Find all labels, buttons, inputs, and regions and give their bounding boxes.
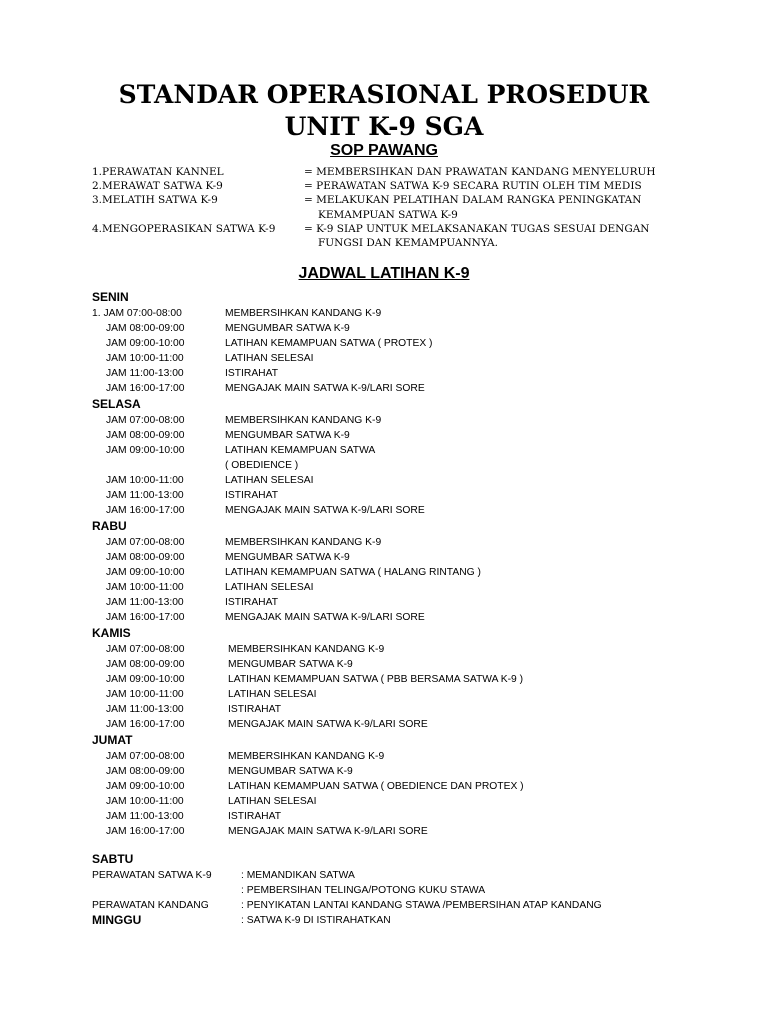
schedule-heading bbox=[0, 265, 768, 283]
schedule-row bbox=[92, 503, 712, 518]
sop-item-label: 1.PERAWATAN KANNEL bbox=[92, 166, 224, 178]
schedule-row bbox=[92, 366, 712, 381]
day-heading-minggu: MINGGU bbox=[92, 913, 142, 927]
sop-item-label: 3.MELATIH SATWA K-9 bbox=[92, 194, 218, 207]
sop-item bbox=[92, 179, 732, 193]
sop-item-value: = MEMBERSIHKAN DAN PRAWATAN KANDANG MENYELURUH bbox=[304, 166, 656, 178]
sop-list bbox=[92, 165, 732, 250]
sabtu-row-value: : PEMBERSIHAN TELINGA/POTONG KUKU STAWA bbox=[241, 885, 486, 896]
schedule-activity: MEMBERSIHKAN KANDANG K-9 bbox=[225, 415, 382, 426]
schedule-time: JAM 07:00-08:00 bbox=[106, 644, 185, 655]
schedule-row bbox=[92, 458, 712, 473]
schedule-activity: ISTIRAHAT bbox=[225, 597, 279, 608]
sabtu-row-label: PERAWATAN SATWA K-9 bbox=[92, 870, 212, 881]
schedule-time: JAM 08:00-09:00 bbox=[106, 430, 185, 441]
schedule-activity: MEMBERSIHKAN KANDANG K-9 bbox=[225, 537, 382, 548]
schedule-time: JAM 09:00-10:00 bbox=[106, 445, 185, 456]
sop-item bbox=[92, 193, 732, 207]
schedule-time: JAM 08:00-09:00 bbox=[106, 323, 185, 334]
sabtu-row-label: PERAWATAN KANDANG bbox=[92, 900, 209, 911]
schedule-activity: ISTIRAHAT bbox=[228, 811, 282, 822]
document-title: STANDAR OPERASIONAL PROSEDUR bbox=[118, 80, 650, 109]
schedule-time: JAM 11:00-13:00 bbox=[106, 597, 184, 608]
schedule-time: JAM 08:00-09:00 bbox=[106, 552, 185, 563]
schedule-row bbox=[92, 610, 712, 625]
schedule-time: JAM 16:00-17:00 bbox=[106, 826, 185, 837]
weekend-section bbox=[92, 851, 712, 928]
schedule-row bbox=[92, 336, 712, 351]
schedule-row bbox=[92, 595, 712, 610]
schedule-activity: LATIHAN KEMAMPUAN SATWA ( PROTEX ) bbox=[225, 338, 433, 349]
schedule-time: JAM 16:00-17:00 bbox=[106, 612, 185, 623]
schedule-activity: ISTIRAHAT bbox=[228, 704, 282, 715]
schedule-activity: MEMBERSIHKAN KANDANG K-9 bbox=[228, 751, 385, 762]
schedule-activity: LATIHAN KEMAMPUAN SATWA bbox=[225, 445, 376, 456]
schedule-activity: LATIHAN KEMAMPUAN SATWA ( PBB BERSAMA SATWA K-9 ) bbox=[228, 674, 524, 685]
schedule-activity: LATIHAN KEMAMPUAN SATWA ( OBEDIENCE DAN PROTEX ) bbox=[228, 781, 524, 792]
schedule-time: JAM 10:00-11:00 bbox=[106, 689, 184, 700]
sop-item bbox=[92, 165, 732, 179]
schedule-time: JAM 07:00-08:00 bbox=[106, 751, 185, 762]
schedule-row bbox=[92, 488, 712, 503]
schedule-time: 1. JAM 07:00-08:00 bbox=[92, 308, 182, 319]
schedule-activity: MENGAJAK MAIN SATWA K-9/LARI SORE bbox=[225, 383, 425, 394]
schedule-activity: MENGUMBAR SATWA K-9 bbox=[228, 766, 353, 777]
schedule-row bbox=[92, 717, 712, 732]
day-heading-selasa: SELASA bbox=[92, 397, 141, 411]
schedule-time: JAM 09:00-10:00 bbox=[106, 567, 185, 578]
sop-item-value-cont: FUNGSI DAN KEMAMPUANNYA. bbox=[318, 236, 498, 249]
schedule-time: JAM 16:00-17:00 bbox=[106, 719, 185, 730]
sop-item-continuation bbox=[92, 236, 732, 250]
schedule-row bbox=[92, 413, 712, 428]
schedule-activity: LATIHAN SELESAI bbox=[225, 353, 314, 364]
schedule-activity: ISTIRAHAT bbox=[225, 490, 279, 501]
schedule-row bbox=[92, 381, 712, 396]
schedule-time: JAM 08:00-09:00 bbox=[106, 659, 185, 670]
schedule-row bbox=[92, 657, 712, 672]
schedule-time: JAM 10:00-11:00 bbox=[106, 796, 184, 807]
schedule-activity: MENGUMBAR SATWA K-9 bbox=[225, 323, 350, 334]
schedule-activity: LATIHAN SELESAI bbox=[228, 689, 317, 700]
minggu-row-value: : SATWA K-9 DI ISTIRAHATKAN bbox=[241, 915, 391, 926]
schedule-time: JAM 16:00-17:00 bbox=[106, 505, 185, 516]
schedule-activity: MENGAJAK MAIN SATWA K-9/LARI SORE bbox=[225, 612, 425, 623]
schedule-activity: LATIHAN SELESAI bbox=[225, 582, 314, 593]
schedule-activity: LATIHAN SELESAI bbox=[225, 475, 314, 486]
schedule-row bbox=[92, 351, 712, 366]
schedule-activity: ISTIRAHAT bbox=[225, 368, 279, 379]
schedule-row bbox=[92, 535, 712, 550]
schedule-activity: MENGAJAK MAIN SATWA K-9/LARI SORE bbox=[225, 505, 425, 516]
document-subtitle: UNIT K-9 SGA bbox=[284, 112, 484, 141]
schedule-time: JAM 07:00-08:00 bbox=[106, 537, 185, 548]
schedule-row bbox=[92, 473, 712, 488]
day-heading-rabu: RABU bbox=[92, 519, 127, 533]
sop-heading-text: SOP PAWANG bbox=[330, 142, 438, 159]
sop-item-label: 4.MENGOPERASIKAN SATWA K-9 bbox=[92, 222, 276, 235]
schedule-activity: MENGUMBAR SATWA K-9 bbox=[225, 552, 350, 563]
schedule-time: JAM 11:00-13:00 bbox=[106, 490, 184, 501]
sop-item-value: = MELAKUKAN PELATIHAN DALAM RANGKA PENINGKATAN bbox=[304, 194, 642, 207]
day-heading-jumat: JUMAT bbox=[92, 733, 133, 747]
schedule-row bbox=[92, 550, 712, 565]
day-heading-kamis: KAMIS bbox=[92, 626, 131, 640]
minggu-row bbox=[92, 913, 712, 928]
schedule-row bbox=[92, 428, 712, 443]
schedule-row bbox=[92, 749, 712, 764]
schedule-time: JAM 09:00-10:00 bbox=[106, 674, 185, 685]
schedule-row bbox=[92, 794, 712, 809]
schedule-activity: MENGAJAK MAIN SATWA K-9/LARI SORE bbox=[228, 719, 428, 730]
schedule-row bbox=[92, 306, 712, 321]
schedule-row bbox=[92, 443, 712, 458]
sop-item-label: 2.MERAWAT SATWA K-9 bbox=[92, 180, 223, 193]
schedule-time: JAM 09:00-10:00 bbox=[106, 781, 185, 792]
schedule-row bbox=[92, 687, 712, 702]
schedule-time: JAM 07:00-08:00 bbox=[106, 415, 185, 426]
schedule-time: JAM 09:00-10:00 bbox=[106, 338, 185, 349]
sop-item-value: = K-9 SIAP UNTUK MELAKSANAKAN TUGAS SESUAI DENGAN bbox=[304, 222, 650, 235]
schedule-activity: MENGUMBAR SATWA K-9 bbox=[225, 430, 350, 441]
day-heading-sabtu: SABTU bbox=[92, 852, 134, 866]
schedule-time: JAM 16:00-17:00 bbox=[106, 383, 185, 394]
schedule-activity: MEMBERSIHKAN KANDANG K-9 bbox=[225, 308, 382, 319]
schedule-row bbox=[92, 764, 712, 779]
sabtu-row bbox=[92, 883, 712, 898]
schedule-time: JAM 10:00-11:00 bbox=[106, 475, 184, 486]
sop-item-value: = PERAWATAN SATWA K-9 SECARA RUTIN OLEH TIM MEDIS bbox=[304, 180, 642, 193]
schedule-row bbox=[92, 779, 712, 794]
schedule-activity: LATIHAN SELESAI bbox=[228, 796, 317, 807]
schedule-time: JAM 11:00-13:00 bbox=[106, 368, 184, 379]
schedule-row bbox=[92, 642, 712, 657]
schedule-activity: ( OBEDIENCE ) bbox=[225, 460, 299, 471]
schedule bbox=[92, 289, 712, 839]
schedule-time: JAM 08:00-09:00 bbox=[106, 766, 185, 777]
sop-heading bbox=[0, 142, 768, 160]
schedule-row bbox=[92, 565, 712, 580]
sabtu-row-value: : PENYIKATAN LANTAI KANDANG STAWA /PEMBERSIHAN ATAP KANDANG bbox=[241, 900, 602, 911]
schedule-time: JAM 10:00-11:00 bbox=[106, 353, 184, 364]
sabtu-row bbox=[92, 868, 712, 883]
schedule-row bbox=[92, 580, 712, 595]
schedule-time: JAM 10:00-11:00 bbox=[106, 582, 184, 593]
schedule-time: JAM 11:00-13:00 bbox=[106, 811, 184, 822]
sabtu-row bbox=[92, 898, 712, 913]
sop-item bbox=[92, 222, 732, 236]
day-heading-senin: SENIN bbox=[92, 290, 129, 304]
schedule-activity: MENGUMBAR SATWA K-9 bbox=[228, 659, 353, 670]
schedule-time: JAM 11:00-13:00 bbox=[106, 704, 184, 715]
sop-item-value-cont: KEMAMPUAN SATWA K-9 bbox=[318, 208, 458, 221]
schedule-heading-text: JADWAL LATIHAN K-9 bbox=[298, 265, 470, 282]
schedule-row bbox=[92, 824, 712, 839]
schedule-row bbox=[92, 672, 712, 687]
schedule-row bbox=[92, 321, 712, 336]
schedule-row bbox=[92, 809, 712, 824]
sop-item-continuation bbox=[92, 208, 732, 222]
schedule-activity: MENGAJAK MAIN SATWA K-9/LARI SORE bbox=[228, 826, 428, 837]
sabtu-row-value: : MEMANDIKAN SATWA bbox=[241, 870, 355, 881]
schedule-row bbox=[92, 702, 712, 717]
schedule-activity: MEMBERSIHKAN KANDANG K-9 bbox=[228, 644, 385, 655]
schedule-activity: LATIHAN KEMAMPUAN SATWA ( HALANG RINTANG ) bbox=[225, 567, 481, 578]
